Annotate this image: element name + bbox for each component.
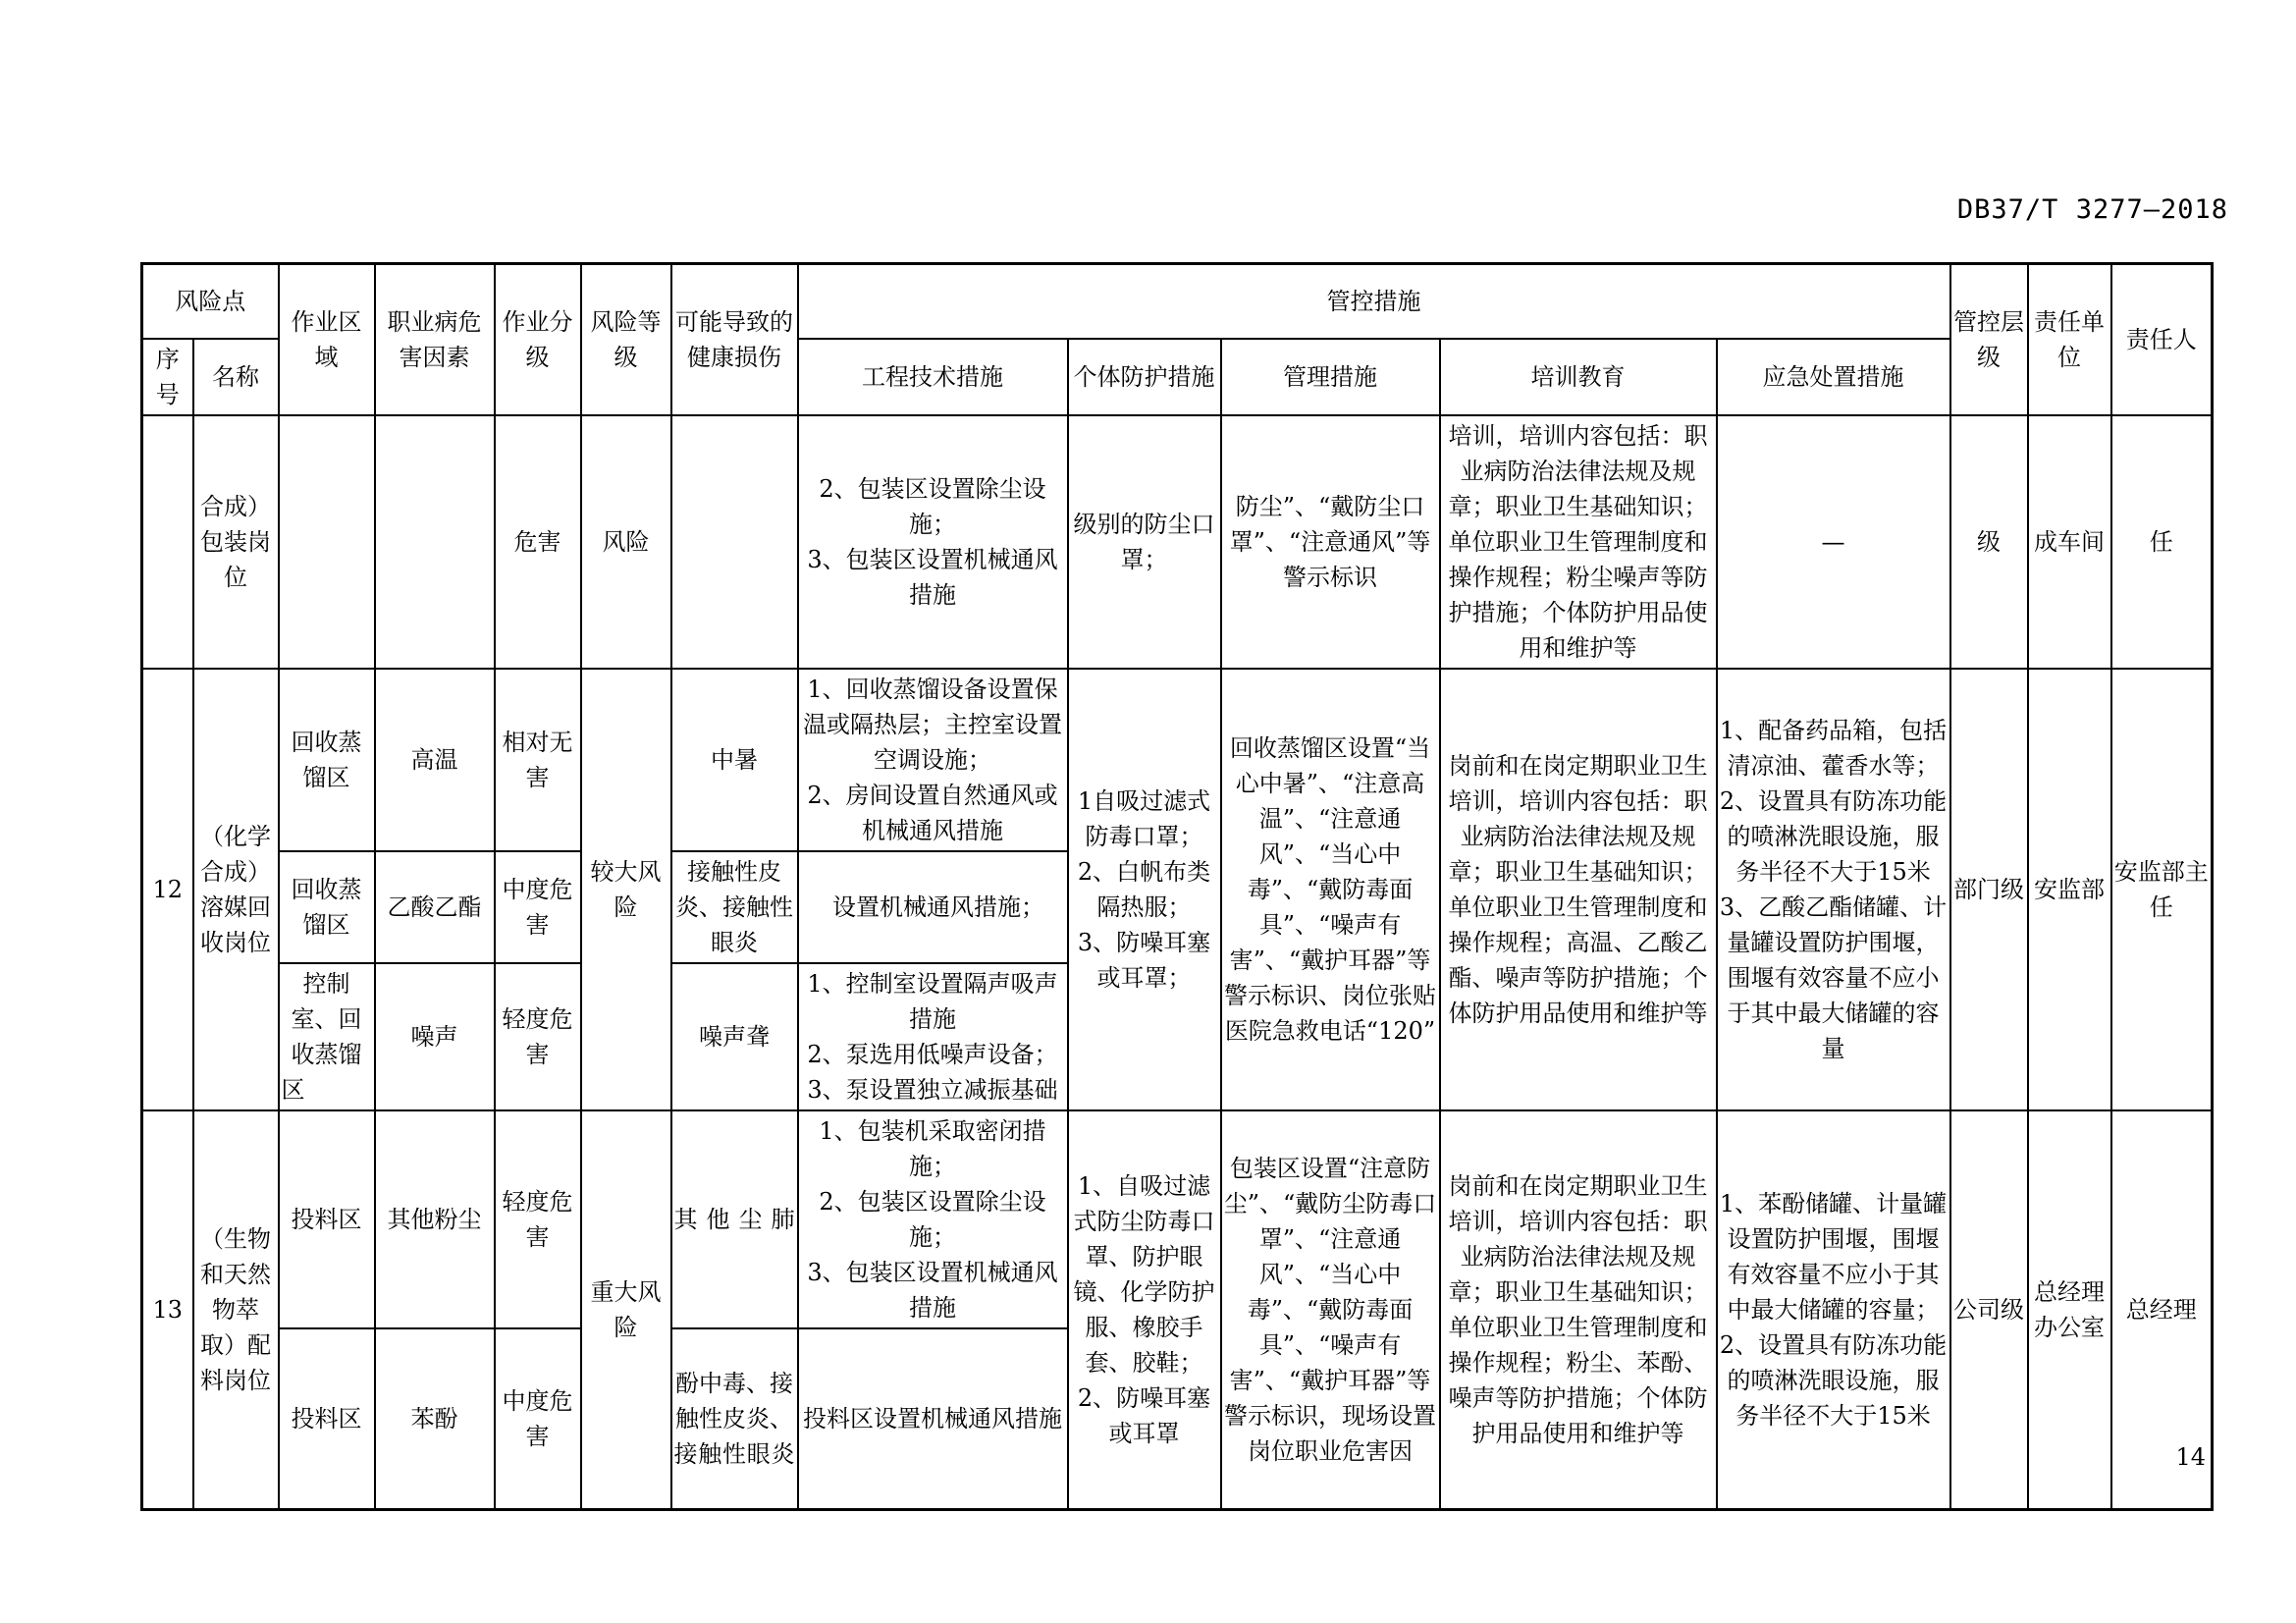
cell-hazard-factor: 高温 <box>375 669 495 851</box>
cell-resp-person: 任 <box>2111 415 2213 669</box>
cell-hazard-factor: 噪声 <box>375 963 495 1110</box>
table-row-12a <box>142 669 2213 851</box>
cell-emergency: 1、配备药品箱，包括清凉油、藿香水等； 2、设置具有防冻功能的喷淋洗眼设施，服务半径不大于15米 3、乙酸乙酯储罐、计量罐设置防护围堰，围堰有效容量不应小于其中最大储罐的容量 <box>1717 669 1950 1110</box>
cell-hazard-factor: 苯酚 <box>375 1328 495 1510</box>
cell-name: （生物和天然物萃取）配料岗位 <box>193 1110 279 1510</box>
cell-engineering: 投料区设置机械通风措施 <box>798 1328 1068 1510</box>
cell-name: 合成）包装岗位 <box>193 415 279 669</box>
cell-engineering: 2、包装区设置除尘设施； 3、包装区设置机械通风措施 <box>798 415 1068 669</box>
cell-work-area: 投料区 <box>279 1110 375 1328</box>
cell-risk-level: 风险 <box>581 415 671 669</box>
header-hazard-factor: 职业病危害因素 <box>375 264 495 415</box>
cell-health-damage: 接触性皮炎、接触性眼炎 <box>671 851 798 963</box>
cell-management: 防尘”、“戴防尘口罩”、“注意通风”等警示标识 <box>1221 415 1440 669</box>
cell-work-area <box>279 415 375 669</box>
cell-seq: 12 <box>142 669 193 1110</box>
header-health-damage: 可能导致的健康损伤 <box>671 264 798 415</box>
header-personal-protection: 个体防护措施 <box>1068 339 1221 415</box>
header-risk-level: 风险等级 <box>581 264 671 415</box>
header-control-measures: 管控措施 <box>798 264 1950 339</box>
header-row-1 <box>142 264 2213 339</box>
cell-work-grade: 中度危害 <box>495 1328 581 1510</box>
cell-resp-unit: 成车间 <box>2028 415 2111 669</box>
cell-risk-level: 较大风险 <box>581 669 671 1110</box>
cell-hazard-factor <box>375 415 495 669</box>
cell-training: 岗前和在岗定期职业卫生培训，培训内容包括：职业病防治法律法规及规章；职业卫生基础知识；单位职业卫生管理制度和操作规程；粉尘、苯酚、噪声等防护措施；个体防护用品使用和维护等 <box>1440 1110 1717 1510</box>
header-seq: 序号 <box>142 339 193 415</box>
cell-personal-protection: 1、自吸过滤式防尘防毒口罩、防护眼镜、化学防护服、橡胶手套、胶鞋； 2、防噪耳塞或耳罩 <box>1068 1110 1221 1510</box>
cell-engineering: 1、控制室设置隔声吸声措施 2、泵选用低噪声设备； 3、泵设置独立减振基础 <box>798 963 1068 1110</box>
cell-training: 岗前和在岗定期职业卫生培训，培训内容包括：职业病防治法律法规及规章；职业卫生基础知识；单位职业卫生管理制度和操作规程；高温、乙酸乙酯、噪声等防护措施；个体防护用品使用和维护等 <box>1440 669 1717 1110</box>
page-number: 14 <box>2175 1443 2206 1471</box>
header-resp-unit: 责任单位 <box>2028 264 2111 415</box>
cell-engineering: 1、包装机采取密闭措施； 2、包装区设置除尘设施； 3、包装区设置机械通风措施 <box>798 1110 1068 1328</box>
cell-health-damage: 中暑 <box>671 669 798 851</box>
cell-name: （化学合成）溶媒回收岗位 <box>193 669 279 1110</box>
cell-seq <box>142 415 193 669</box>
cell-control-level: 公司级 <box>1950 1110 2028 1510</box>
cell-work-grade: 中度危害 <box>495 851 581 963</box>
cell-health-damage: 酚中毒、接触性皮炎、接触性眼炎 <box>671 1328 798 1510</box>
cell-resp-unit: 总经理办公室 <box>2028 1110 2111 1510</box>
header-training: 培训教育 <box>1440 339 1717 415</box>
header-management: 管理措施 <box>1221 339 1440 415</box>
header-resp-person: 责任人 <box>2111 264 2213 415</box>
cell-management: 包装区设置“注意防尘”、“戴防尘防毒口罩”、“注意通风”、“当心中毒”、“戴防毒面具”、“噪声有害”、“戴护耳器”等警示标识，现场设置岗位职业危害因 <box>1221 1110 1440 1510</box>
cell-work-area: 回收蒸馏区 <box>279 851 375 963</box>
cell-work-grade: 轻度危害 <box>495 1110 581 1328</box>
cell-health-damage: 其他尘肺 <box>671 1110 798 1328</box>
cell-control-level: 级 <box>1950 415 2028 669</box>
document-code: DB37/T 3277—2018 <box>1956 194 2228 225</box>
cell-work-area: 控制室、回收蒸馏区 <box>279 963 375 1110</box>
cell-training: 培训，培训内容包括：职业病防治法律法规及规章；职业卫生基础知识；单位职业卫生管理制度和操作规程；粉尘噪声等防护措施；个体防护用品使用和维护等 <box>1440 415 1717 669</box>
risk-control-table <box>140 262 2214 1511</box>
cell-work-area: 回收蒸馏区 <box>279 669 375 851</box>
cell-hazard-factor: 乙酸乙酯 <box>375 851 495 963</box>
table-row-13a <box>142 1110 2213 1328</box>
header-work-grade: 作业分级 <box>495 264 581 415</box>
cell-resp-unit: 安监部 <box>2028 669 2111 1110</box>
cell-management: 回收蒸馏区设置“当心中暑”、“注意高温”、“注意通风”、“当心中毒”、“戴防毒面具”、“噪声有害”、“戴护耳器”等警示标识、岗位张贴医院急救电话“120” <box>1221 669 1440 1110</box>
cell-engineering: 1、回收蒸馏设备设置保温或隔热层；主控室设置空调设施； 2、房间设置自然通风或机械通风措施 <box>798 669 1068 851</box>
cell-emergency: — <box>1717 415 1950 669</box>
cell-hazard-factor: 其他粉尘 <box>375 1110 495 1328</box>
cell-personal-protection: 级别的防尘口罩； <box>1068 415 1221 669</box>
cell-risk-level: 重大风险 <box>581 1110 671 1510</box>
header-risk-point: 风险点 <box>142 264 279 339</box>
cell-control-level: 部门级 <box>1950 669 2028 1110</box>
cell-emergency: 1、苯酚储罐、计量罐设置防护围堰，围堰有效容量不应小于其中最大储罐的容量； 2、设置具有防冻功能的喷淋洗眼设施，服务半径不大于15米 <box>1717 1110 1950 1510</box>
table-row-continued <box>142 415 2213 669</box>
cell-resp-person: 安监部主任 <box>2111 669 2213 1110</box>
cell-resp-person: 总经理 <box>2111 1110 2213 1510</box>
cell-work-grade: 轻度危害 <box>495 963 581 1110</box>
cell-health-damage <box>671 415 798 669</box>
cell-health-damage: 噪声聋 <box>671 963 798 1110</box>
cell-work-grade: 危害 <box>495 415 581 669</box>
header-control-level: 管控层级 <box>1950 264 2028 415</box>
cell-work-grade: 相对无害 <box>495 669 581 851</box>
cell-engineering: 设置机械通风措施； <box>798 851 1068 963</box>
cell-personal-protection: 1自吸过滤式防毒口罩； 2、白帆布类隔热服； 3、防噪耳塞或耳罩； <box>1068 669 1221 1110</box>
header-name: 名称 <box>193 339 279 415</box>
cell-seq: 13 <box>142 1110 193 1510</box>
header-engineering: 工程技术措施 <box>798 339 1068 415</box>
cell-work-area: 投料区 <box>279 1328 375 1510</box>
header-emergency: 应急处置措施 <box>1717 339 1950 415</box>
header-work-area: 作业区域 <box>279 264 375 415</box>
